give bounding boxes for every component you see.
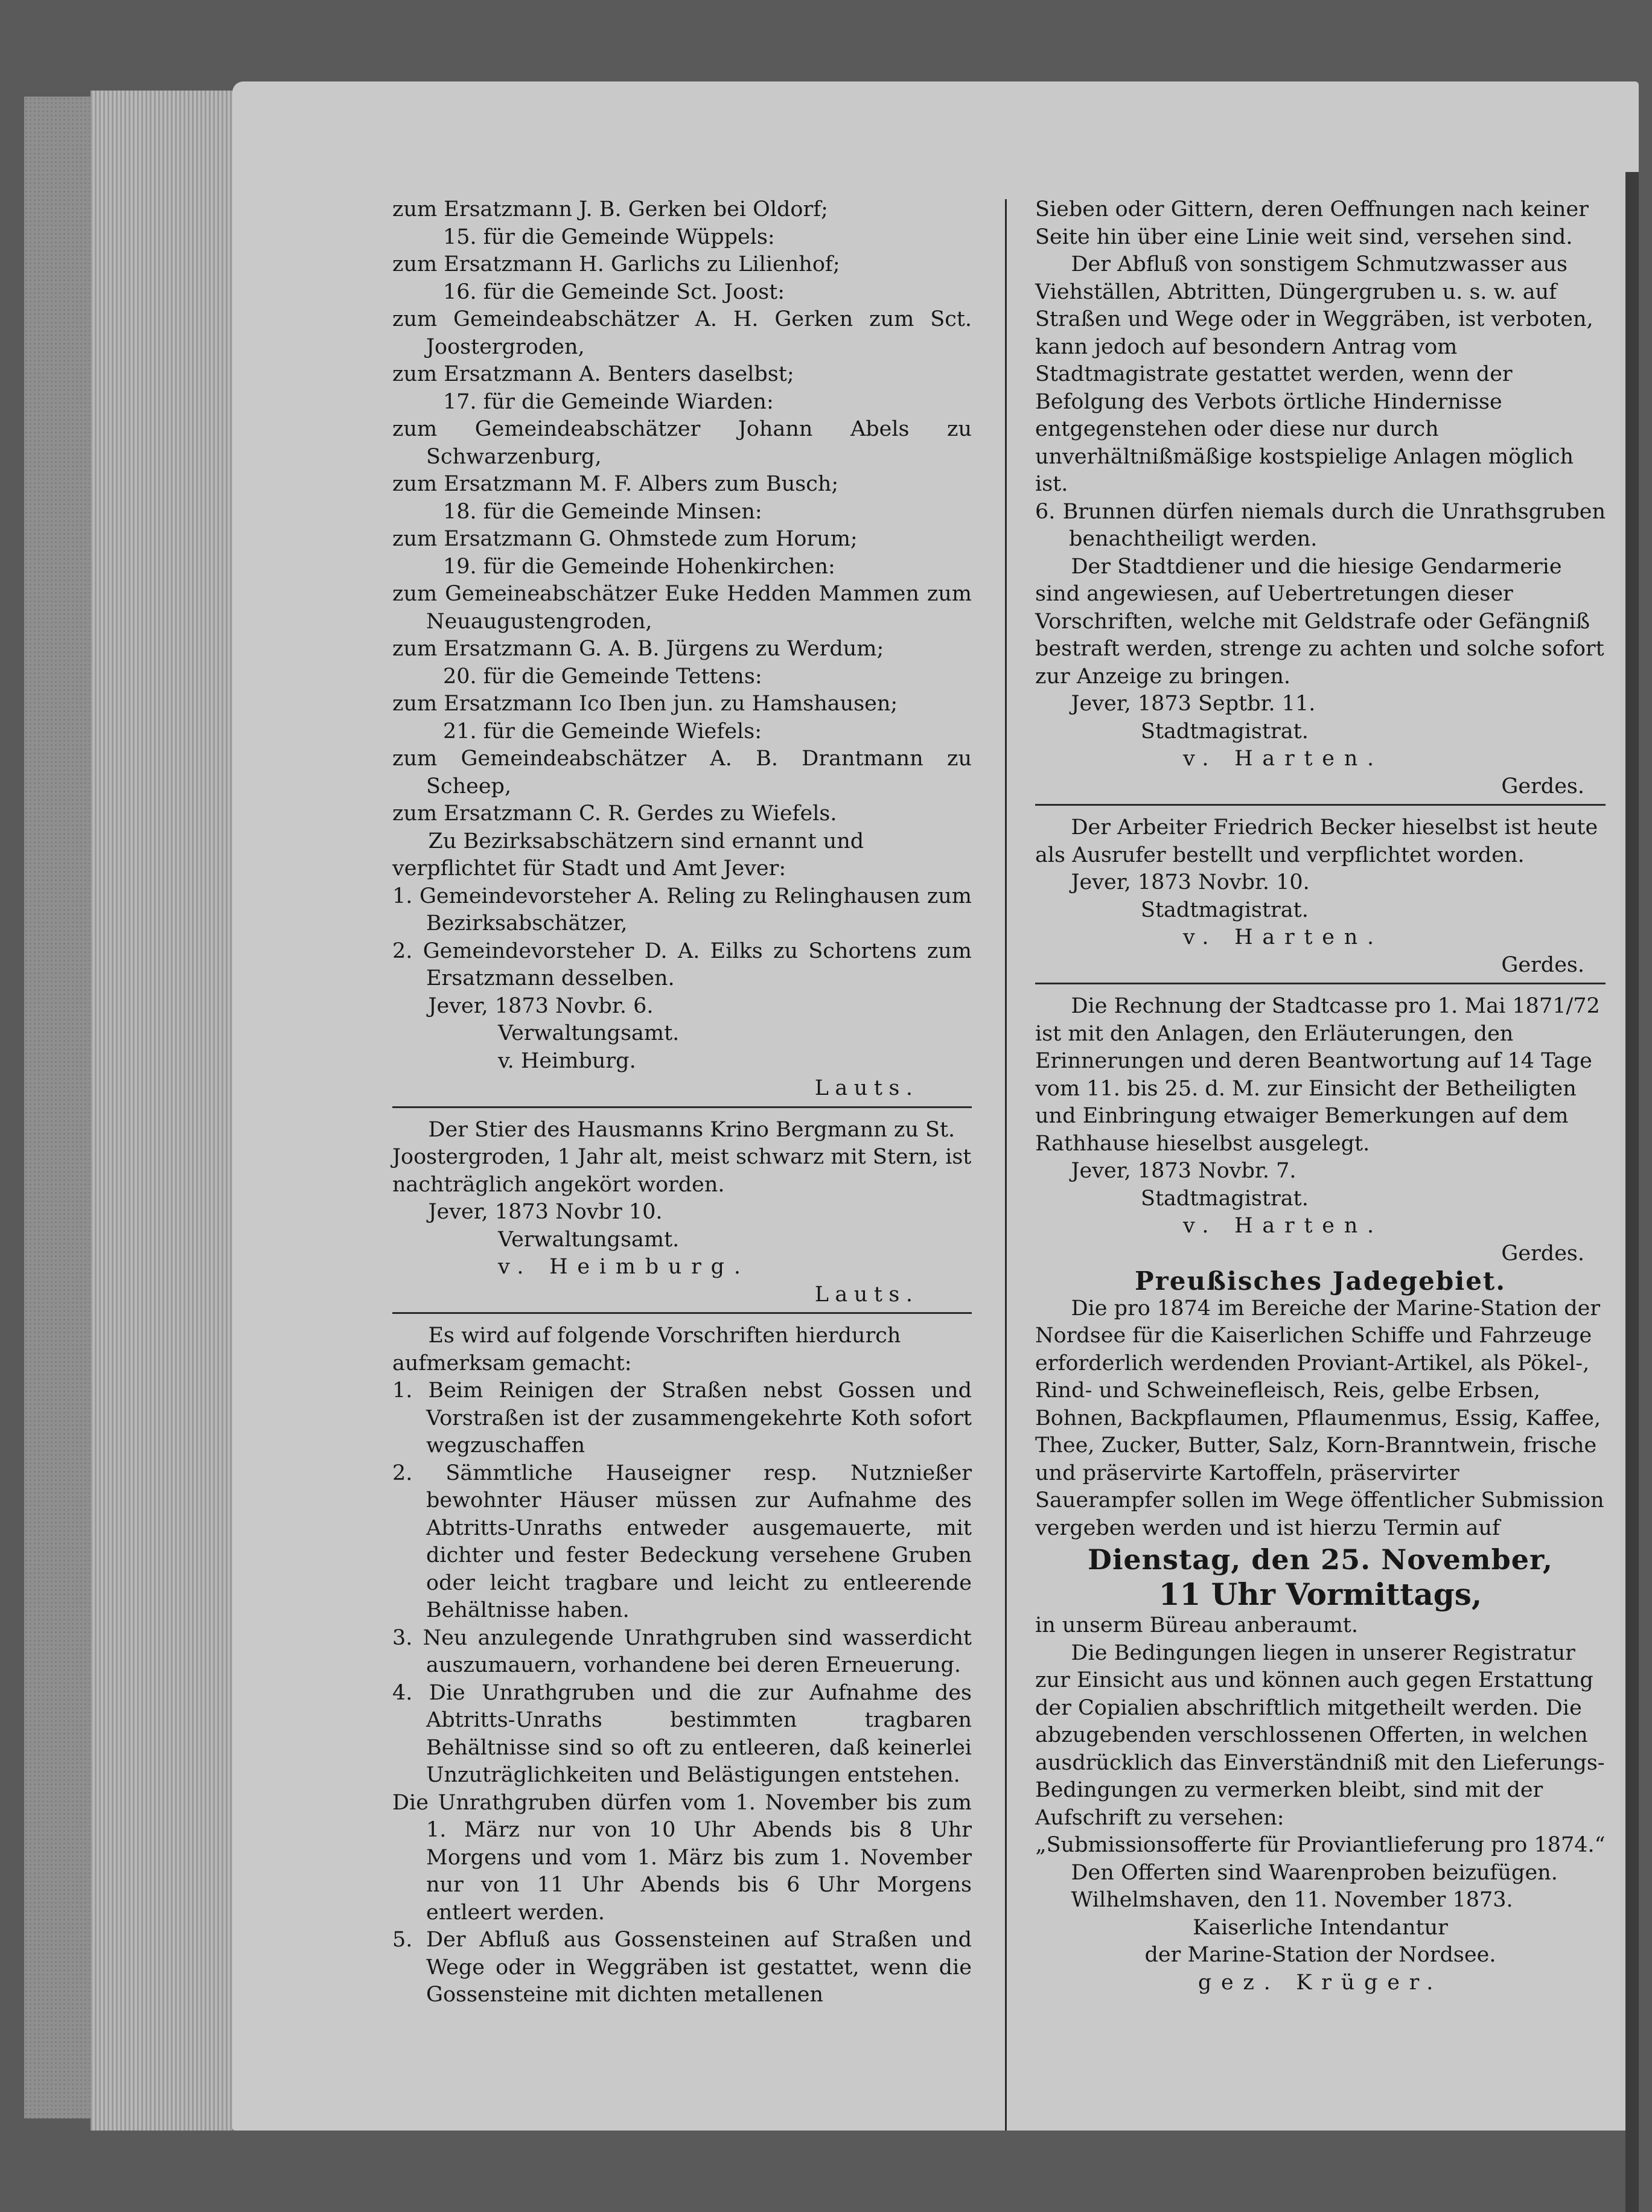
text-line: Jever, 1873 Novbr. 10.: [1071, 870, 1310, 894]
text-line: Jever, 1873 Septbr. 11.: [1071, 692, 1316, 716]
text-line: Jever, 1873 Novbr 10.: [428, 1200, 663, 1224]
text-line: 17. für die Gemeinde Wiarden:: [443, 389, 774, 414]
newspaper-page: [232, 81, 1639, 2131]
text-line: v. Heimburg.: [498, 1255, 750, 1279]
text-line: v. Harten.: [1183, 1214, 1383, 1238]
next-page-edge: [1625, 172, 1639, 2212]
text-line: Stadtmagistrat.: [1141, 897, 1309, 922]
text-line: zum Ersatzmann C. R. Gerdes zu Wiefels.: [392, 802, 837, 826]
separator-rule: [392, 1312, 972, 1314]
text-line: zum Gemeindeabschätzer Johann Abels zu Schwarzenburg,: [392, 417, 972, 469]
text-line: zum Gemeindeabschätzer A. B. Drantmann zu Scheep,: [392, 747, 972, 798]
text-line: Verwaltungsamt.: [498, 1021, 680, 1045]
text-line: zum Ersatzmann H. Garlichs zu Lilienhof;: [392, 252, 840, 276]
column-divider: [1005, 199, 1007, 2131]
time-headline: 11 Uhr Vormittags,: [1158, 1576, 1482, 1612]
text-line: Die Unrathgruben dürfen vom 1. November bis zum 1. März nur von 10 Uhr Abends bis 8 Uhr Morgens und vom 1. März bis zum 1. November nur von 11 Uhr Abends bis 6 Uhr Morgens entleert werden.: [392, 1790, 972, 1925]
separator-rule: [1035, 983, 1606, 984]
text-line: Lauts.: [814, 1282, 919, 1307]
text-line: „Submissionsofferte für Proviantlieferung pro 1874.“: [1035, 1833, 1606, 1857]
notice-city-accounts: [1035, 993, 1606, 1267]
text-line: Der Abfluß von sonstigem Schmutzwasser aus Viehställen, Abtritten, Düngergruben u. s. w. auf Straßen und Wege oder in Weggräben, ist verboten, kann jedoch auf besondern Antrag vom Stadtmagistrate gestattet werden, wenn der Befolgung des Verbots örtliche Hindernisse entgegenstehen oder diese nur durch unverhältnißmäßige kostspielige Anlagen möglich ist.: [1035, 252, 1593, 496]
separator-rule: [392, 1106, 972, 1108]
text-line: 4. Die Unrathgruben und die zur Aufnahme des Abtritts-Unraths bestimmten tragbaren Behältnisse sind so oft zu entleeren, daß keinerlei Unzuträglichkeiten und Belästigungen entstehen.: [392, 1680, 972, 1787]
section-heading: Preußisches Jadegebiet.: [1135, 1266, 1506, 1296]
text-line: Zu Bezirksabschätzern sind ernannt und verpflichtet für Stadt und Amt Jever:: [392, 829, 864, 881]
text-line: 21. für die Gemeinde Wiefels:: [443, 719, 762, 744]
text-line: Sieben oder Gittern, deren Oeffnungen nach keiner Seite hin über eine Linie weit sind, versehen sind.: [1035, 197, 1589, 249]
page-stack: [91, 91, 232, 2131]
text-line: Stadtmagistrat.: [1141, 719, 1309, 744]
notice-provisions: [1035, 1295, 1606, 1543]
text-line: Jever, 1873 Novbr. 7.: [1071, 1159, 1296, 1183]
text-line: Kaiserliche Intendantur: [1193, 1915, 1448, 1940]
text-line: Die Bedingungen liegen in unserer Registratur zur Einsicht aus und können auch gegen Erstattung der Copialien abschriftlich mitgetheilt werden. Die abzugebenden verschlossenen Offerten, in welchen ausdrücklich das Einverständniß mit den Lieferungs-Bedingungen zu vermerken bleibt, sind mit der Aufschrift zu versehen:: [1035, 1640, 1605, 1830]
text-line: 18. für die Gemeinde Minsen:: [443, 499, 762, 524]
text-line: Die Rechnung der Stadtcasse pro 1. Mai 1871/72 ist mit den Anlagen, den Erläuterungen, den Erinnerungen und deren Beantwortung auf 14 Tage vom 11. bis 25. d. M. zur Einsicht der Betheiligten und Einbringung etwaiger Bemerkungen auf dem Rathhause hieselbst ausgelegt.: [1035, 994, 1600, 1156]
text-line: 2. Sämmtliche Hauseigner resp. Nutznießer bewohnter Häuser müssen zur Aufnahme des Abtritts-Unraths entweder ausgemauerte, mit dichter und fester Bedeckung versehene Gruben oder leicht tragbare und leicht zu entleerende Behältnisse haben.: [392, 1461, 972, 1622]
text-line: zum Ersatzmann M. F. Albers zum Busch;: [392, 472, 839, 496]
text-line: 6. Brunnen dürfen niemals durch die Unrathsgruben benachtheiligt werden.: [1035, 499, 1606, 551]
text-line: v. Harten.: [1183, 925, 1383, 949]
text-line: Die pro 1874 im Bereiche der Marine-Station der Nordsee für die Kaiserlichen Schiffe und Fahrzeuge erforderlich werdenden Proviant-Artikel, als Pökel-, Rind- und Schweinefleisch, Reis, gelbe Erbsen, Bohnen, Backpflaumen, Pflaumenmus, Essig, Kaffee, Thee, Zucker, Butter, Salz, Korn-Branntwein, frische und präservirte Kartoffeln, präservirter Sauerampfer sollen im Wege öffentlicher Submission vergeben werden und ist hierzu Termin auf: [1035, 1296, 1604, 1540]
notice-regulations: [392, 1322, 972, 2009]
text-line: Gerdes.: [1501, 952, 1584, 977]
notice-bull: [392, 1117, 972, 1309]
text-line: Verwaltungsamt.: [498, 1227, 680, 1252]
left-column: [392, 196, 972, 2009]
text-line: zum Ersatzmann Ico Iben jun. zu Hamshausen;: [392, 692, 898, 716]
text-line: Stadtmagistrat.: [1141, 1186, 1309, 1211]
text-line: 3. Neu anzulegende Unrathgruben sind wasserdicht auszumauern, vorhandene bei deren Erneuerung.: [392, 1625, 972, 1677]
text-line: 5. Der Abfluß aus Gossensteinen auf Straßen und Wege oder in Weggräben ist gestattet, wenn die Gossensteine mit dichten metallenen: [392, 1928, 972, 2007]
text-line: Jever, 1873 Novbr. 6.: [428, 993, 654, 1018]
text-line: 19. für die Gemeinde Hohenkirchen:: [443, 554, 835, 579]
notice-provisions-details: [1035, 1612, 1606, 1997]
text-line: Der Arbeiter Friedrich Becker hieselbst ist heute als Ausrufer bestellt und verpflichtet worden.: [1035, 815, 1598, 867]
text-line: Den Offerten sind Waarenproben beizufügen.: [1071, 1860, 1558, 1885]
right-column: [1035, 196, 1606, 1997]
text-line: gez. Krüger.: [1198, 1970, 1443, 1995]
text-line: der Marine-Station der Nordsee.: [1144, 1943, 1496, 1967]
date-headline: Dienstag, den 25. November,: [1088, 1543, 1553, 1576]
text-line: 16. für die Gemeinde Sct. Joost:: [443, 279, 785, 304]
text-line: Gerdes.: [1501, 1241, 1584, 1266]
text-line: Wilhelmshaven, den 11. November 1873.: [1071, 1888, 1513, 1912]
text-line: 1. Beim Reinigen der Straßen nebst Gossen und Vorstraßen ist der zusammengekehrte Koth sofort wegzuschaffen: [392, 1379, 972, 1458]
text-line: 1. Gemeindevorsteher A. Reling zu Relinghausen zum Bezirksabschätzer,: [392, 884, 972, 935]
notice-regulations-continued: [1035, 196, 1606, 800]
text-line: zum Gemeineabschätzer Euke Hedden Mammen zum Neuaugustengroden,: [392, 582, 972, 634]
notice-assessors: [392, 196, 972, 1103]
text-line: zum Ersatzmann J. B. Gerken bei Oldorf;: [392, 197, 828, 222]
text-line: Der Stier des Hausmanns Krino Bergmann zu St. Joostergroden, 1 Jahr alt, meist schwarz mit Stern, ist nachträglich angekört worden.: [392, 1117, 972, 1197]
text-line: v. Harten.: [1183, 747, 1383, 771]
text-line: v. Heimburg.: [498, 1048, 636, 1073]
text-line: zum Gemeindeabschätzer A. H. Gerken zum Sct. Joostergroden,: [392, 307, 972, 359]
text-line: 2. Gemeindevorsteher D. A. Eilks zu Schortens zum Ersatzmann desselben.: [392, 939, 972, 990]
separator-rule: [1035, 804, 1606, 806]
text-line: zum Ersatzmann G. A. B. Jürgens zu Werdum;: [392, 637, 884, 661]
text-line: in unserm Büreau anberaumt.: [1035, 1613, 1358, 1637]
text-line: Der Stadtdiener und die hiesige Gendarmerie sind angewiesen, auf Uebertretungen dieser Vorschriften, welche mit Geldstrafe oder Gefängniß bestraft werden, strenge zu achten und solche sofort zur Anzeige zu bringen.: [1035, 554, 1604, 689]
text-line: 20. für die Gemeinde Tettens:: [443, 664, 762, 689]
book-cover-edge: [24, 97, 92, 2118]
text-line: zum Ersatzmann A. Benters daselbst;: [392, 362, 794, 386]
text-line: Gerdes.: [1501, 774, 1584, 798]
text-line: zum Ersatzmann G. Ohmstede zum Horum;: [392, 527, 858, 551]
text-line: Lauts.: [814, 1076, 919, 1100]
text-line: 15. für die Gemeinde Wüppels:: [443, 225, 775, 249]
text-line: Es wird auf folgende Vorschriften hierdurch aufmerksam gemacht:: [392, 1324, 901, 1375]
notice-crier: [1035, 814, 1606, 979]
